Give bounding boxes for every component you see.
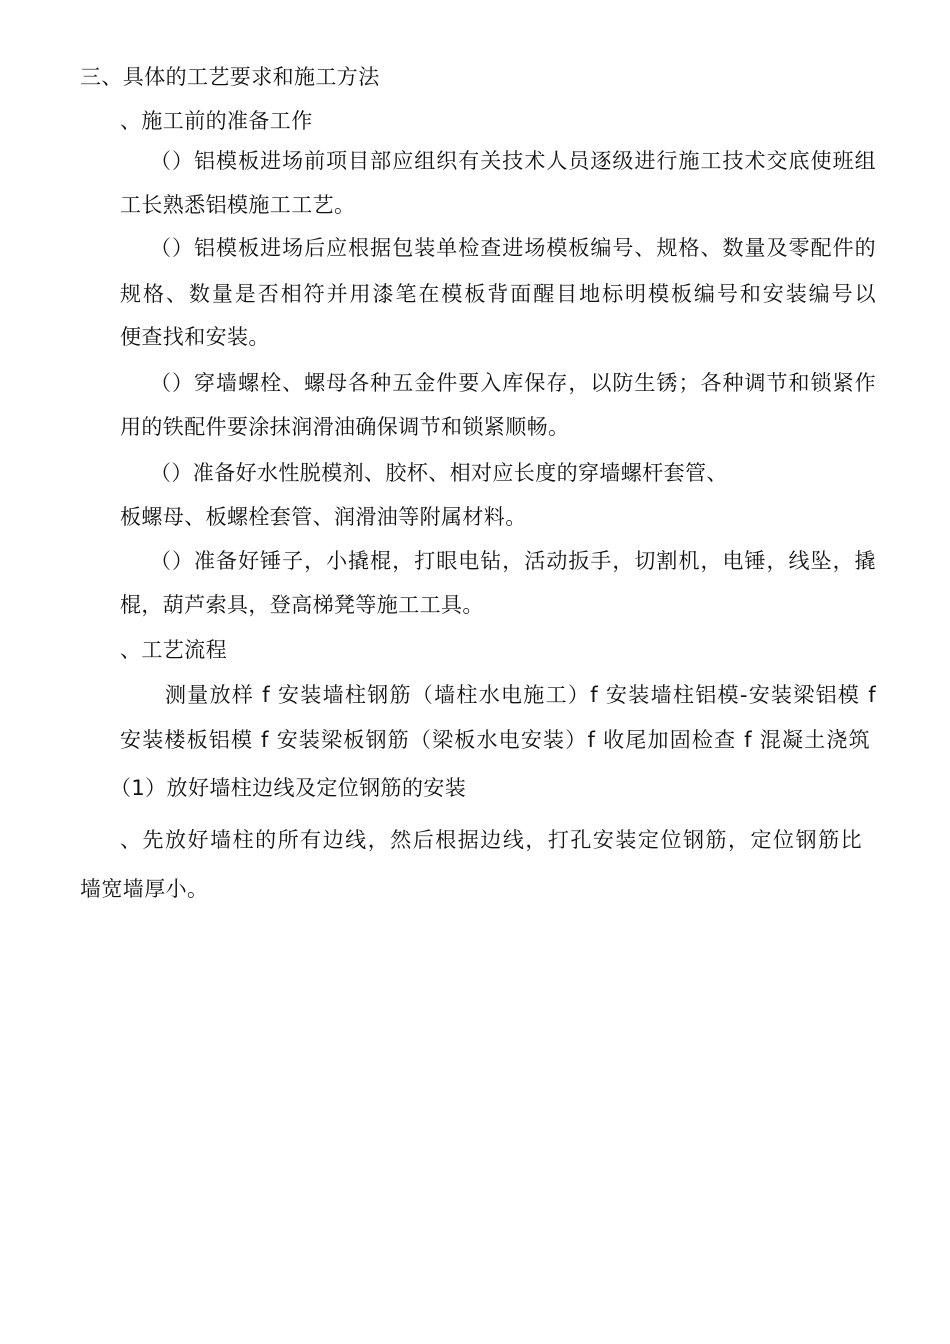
- subsection-title-process-flow: 、工艺流程: [120, 638, 227, 662]
- item-3-line-2: 用的铁配件要涂抹润滑油确保调节和锁紧顺畅。: [120, 415, 570, 439]
- item-1-line-2: 工长熟悉铝模施工工艺。: [120, 193, 356, 217]
- item-2-line-2: 规格、数量是否相符并用漆笔在模板背面醒目地标明模板编号和安装编号以: [120, 282, 876, 306]
- item-5-line-1: （）准备好锤子，小撬棍，打眼电钻，活动扳手，切割机，电锤，线坠，撬: [150, 549, 876, 573]
- step-1-title: （1）放好墙柱边线及定位钢筋的安装: [110, 776, 467, 800]
- item-5-line-2: 棍，葫芦索具，登高梯凳等施工工具。: [120, 593, 484, 617]
- item-2-line-1: （）铝模板进场后应根据包装单检查进场模板编号、规格、数量及零配件的: [150, 236, 876, 260]
- subsection-title-preparation: 、施工前的准备工作: [120, 109, 313, 133]
- step-1-line-1: 、先放好墙柱的所有边线，然后根据边线，打孔安装定位钢筋，定位钢筋比: [120, 828, 862, 852]
- item-1-line-1: （）铝模板进场前项目部应组织有关技术人员逐级进行施工技术交底使班组: [150, 149, 876, 173]
- section-title: 三、具体的工艺要求和施工方法: [80, 65, 380, 89]
- step-1-line-2: 墙宽墙厚小。: [80, 877, 209, 901]
- item-4-line-2: 板螺母、板螺栓套管、润滑油等附属材料。: [120, 505, 527, 529]
- item-2-line-3: 便查找和安装。: [120, 325, 270, 349]
- process-flow-line-2: 安装楼板铝模 f 安装梁板钢筋（梁板水电安装）f 收尾加固检查 f 混凝土浇筑: [120, 728, 870, 752]
- process-flow-line-1: 测量放样 f 安装墙柱钢筋（墙柱水电施工）f 安装墙柱铝模-安装梁铝模 f: [165, 683, 876, 707]
- item-3-line-1: （）穿墙螺栓、螺母各种五金件要入库保存，以防生锈；各种调节和锁紧作: [150, 371, 876, 395]
- item-4-line-1: （）准备好水性脱模剂、胶杯、相对应长度的穿墙螺杆套管、: [150, 461, 728, 485]
